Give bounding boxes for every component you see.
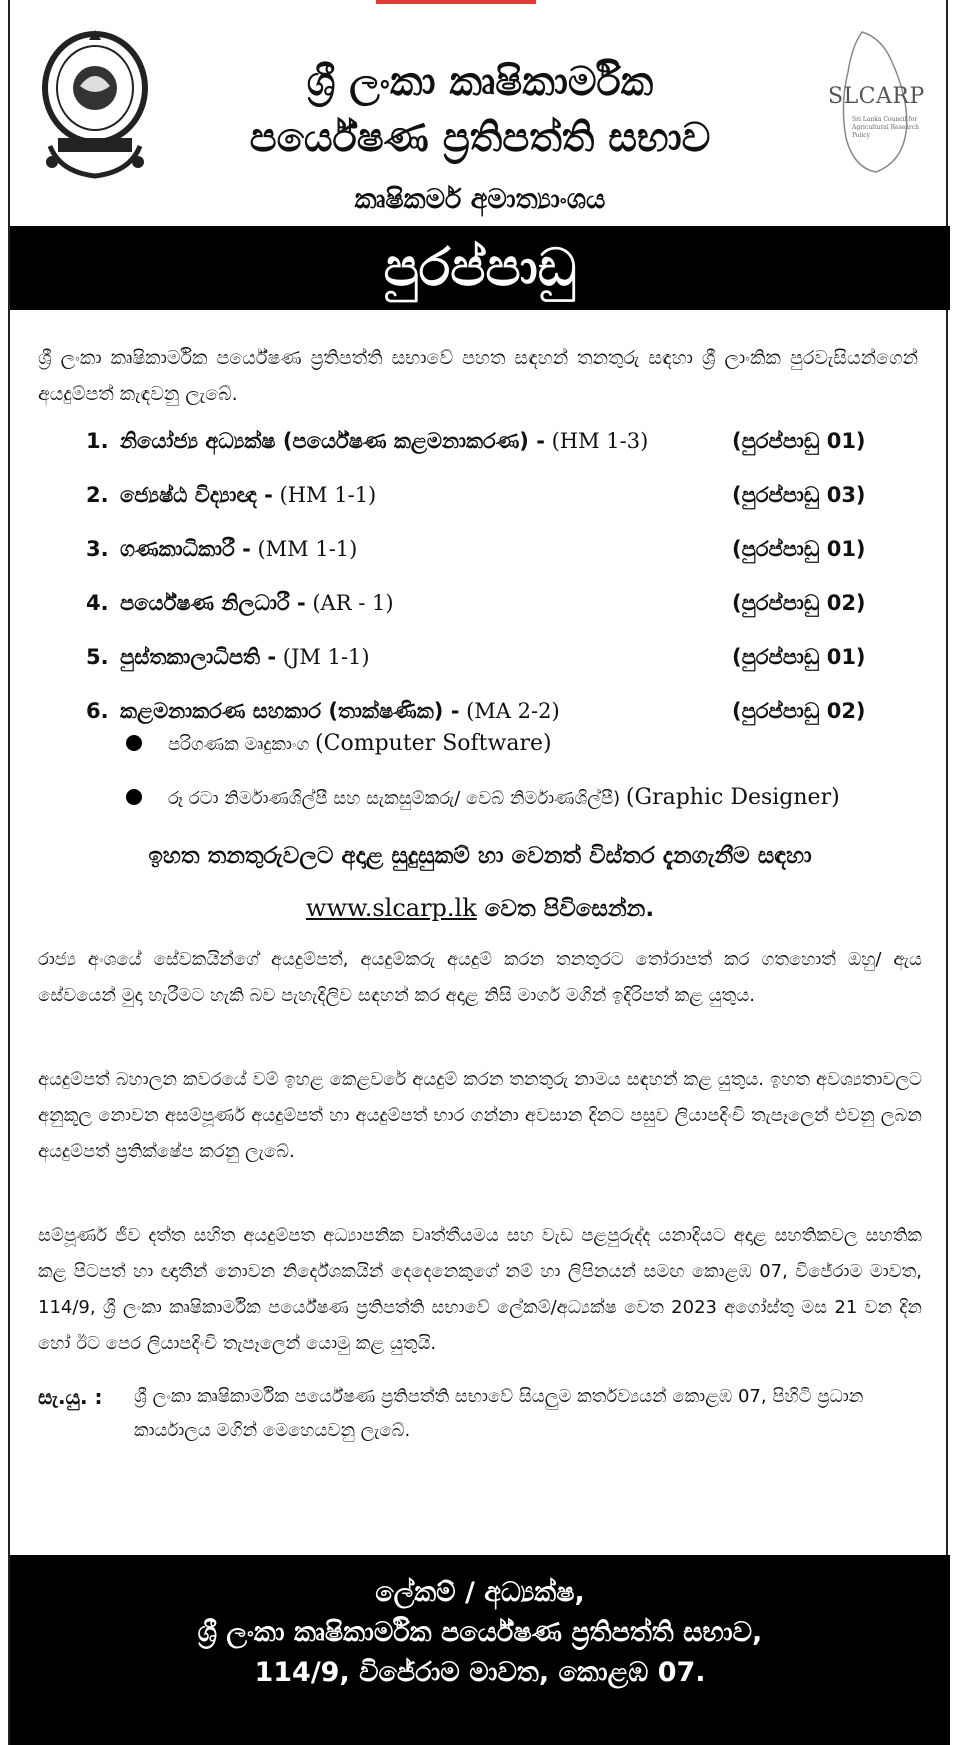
website-link[interactable]: www.slcarp.lk [305, 894, 477, 922]
position-number: 1. [86, 429, 109, 453]
position-number: 2. [86, 483, 109, 507]
bullet-icon [126, 789, 142, 805]
more-info-line: ඉහත තනතුරුවලට අදාළ සුදුසුකම් හා වෙනත් විස්තර දැනගැනීම සඳහා [148, 843, 812, 869]
note-text: ශ්‍රී ලංකා කෘෂිකාර්මික පර්යේෂණ ප්‍රතිපත්ති සභාවේ සියලුම කර්තව්‍යයන් කොළඹ 07, පිහිටි ප්‍රධාන කාර්යාලය මගින් මෙහෙයවනු ලැබේ. [134, 1386, 864, 1441]
position-number: 6. [86, 699, 109, 723]
paragraph-public-sector: රාජ්‍ය අංශයේ සේවකයින්ගේ අයදුම්පත්, අයදුම්කරු අයදුම් කරන තනතුරට තෝරාපත් කර ගතහොත් ඔහු/ ඇය සේවයෙන් මුදා හැරීමට හැකි බව පැහැදිලිව සඳහන් කර අදාළ නිසි මාර්ග මගින් ඉදිරිපත් කළ යුතුය. [38, 949, 922, 1006]
vacancy-count: (පුරප්පාඩු 01) [732, 537, 866, 561]
sub-item-sinhala: පරිගණක මෘදුකාංග [168, 734, 316, 755]
position-grade: (MA 2-2) [459, 699, 560, 723]
org-title-line2: පර්යේෂණ ප්‍රතිපත්ති සභාව [249, 115, 711, 161]
vacancies-heading: පුරප්පාඩු [383, 237, 577, 298]
position-item [86, 422, 886, 476]
top-red-mark [376, 0, 536, 4]
position-item [86, 476, 886, 530]
position-title: නියෝජ්‍ය අධ්‍යක්ෂ (පර්යේෂණ කළමනාකරණ) - [120, 429, 545, 453]
vacancy-count: (පුරප්පාඩු 03) [732, 483, 866, 507]
paragraph-submission: සම්පූර්ණ ජීව දත්ත සහිත අයදුම්පත අධ්‍යාපනික වෘත්තීයමය සහ වැඩ පළපුරුද්ද යනාදියට අදාළ සහතිකවල සහතික කළ පිටපත් හා ඥාතීන් නොවන නිර්දේශකයින් දෙදෙනෙකුගේ නම් හා ලිපිනයන් සමඟ කොළඹ 07, විජේරාම මාවත, 114/9, ශ්‍රී ලංකා කෘෂිකාර්මික පර්යේෂණ ප්‍රතිපත්ති සභාවේ ලේකම්/අධ්‍යක්ෂ වෙත 2023 අගෝස්තු මස 21 වන දින හෝ ඊට පෙර ලියාපදිංචි තැපෑලෙන් යොමු කළ යුතුයි. [38, 1225, 922, 1354]
sub-item-english: (Graphic Designer) [625, 785, 840, 810]
footer-line-org: ශ්‍රී ලංකා කෘෂිකාර්මික පර්යේෂණ ප්‍රතිපත්ති සභාව, [197, 1617, 763, 1648]
vacancy-count: (පුරප්පාඩු 02) [732, 699, 866, 723]
sub-item-english: (Computer Software) [315, 731, 552, 756]
note-label: සැ.යු. : [38, 1385, 103, 1409]
position-number: 5. [86, 645, 109, 669]
position-item [86, 530, 886, 584]
sub-item-sinhala: රූ රටා නිර්මාණශිල්පී සහ සැකසුම්කරු/ වෙබ් නිර්මාණශිල්පී) [168, 788, 626, 809]
website-suffix: වෙත පිවිසෙන්න. [476, 896, 655, 922]
sub-items-list [126, 727, 926, 835]
paragraph-envelope: අයදුම්පත් බහාලන කවරයේ වම් ඉහළ කෙළවරේ අයදුම් කරන තනතුරු නාමය සඳහන් කළ යුතුය. ඉහත අවශ්‍යතාවලට අනුකූල නොවන අසම්පූර්ණ අයදුම්පත් හා අයදුම්පත් භාර ගන්නා අවසාන දිනට පසුව ලියාපදිංචි තැපෑලෙන් එවනු ලබන අයදුම්පත් ප්‍රතික්ෂේප කරනු ලැබේ. [38, 1069, 922, 1162]
org-title-line1: ශ්‍රී ලංකා කෘෂිකාර්මික [306, 59, 654, 105]
position-title: කළමනාකරණ සහකාර (තාක්ෂණික) - [120, 699, 460, 723]
footer-line-address: 114/9, විජේරාම මාවත, කොළඹ 07. [254, 1657, 706, 1688]
position-title: පුස්තකාලාධිපති - [120, 645, 277, 669]
website-line [0, 892, 960, 925]
position-number: 3. [86, 537, 109, 561]
position-grade: (HM 1-1) [272, 483, 377, 507]
national-emblem-icon [30, 26, 160, 186]
position-title: ගණකාධිකාරී - [120, 537, 251, 561]
vacancy-count: (පුරප්පාඩු 02) [732, 591, 866, 615]
position-grade: (HM 1-3) [544, 429, 649, 453]
list-item [126, 781, 926, 835]
positions-list [86, 422, 886, 746]
footer-address [10, 1555, 950, 1745]
list-item [126, 727, 926, 781]
position-item [86, 584, 886, 638]
footer-line-title: ලේකම් / අධ්‍යක්ෂ, [375, 1577, 585, 1608]
position-grade: (MM 1-1) [250, 537, 358, 561]
vacancy-count: (පුරප්පාඩු 01) [732, 429, 866, 453]
bullet-icon [126, 735, 142, 751]
position-grade: (AR - 1) [305, 591, 394, 615]
position-number: 4. [86, 591, 109, 615]
intro-text: ශ්‍රී ලංකා කෘෂිකාර්මික පර්යේෂණ ප්‍රතිපත්ති සභාවේ පහත සඳහන් තනතුරු සඳහා ශ්‍රී ලාංකික පුරවැසියන්ගෙන් අයදුම්පත් කැඳවනු ලැබේ. [38, 347, 918, 405]
position-grade: (JM 1-1) [276, 645, 370, 669]
vacancy-count: (පුරප්පාඩු 01) [732, 645, 866, 669]
position-item [86, 638, 886, 692]
position-title: පර්යේෂණ නිලධාරී - [120, 591, 306, 615]
logo-subtext: Sri Lanka Council for Agricultural Research Policy [852, 116, 920, 139]
position-title: ජ්‍යෙෂ්ඨ විද්‍යාඥ - [120, 483, 273, 507]
logo-text: SLCARP [828, 84, 925, 109]
header [10, 6, 950, 226]
vacancies-banner [10, 226, 950, 310]
ministry-name: කෘෂිකර්ම අමාත්‍යාංශය [354, 184, 606, 215]
